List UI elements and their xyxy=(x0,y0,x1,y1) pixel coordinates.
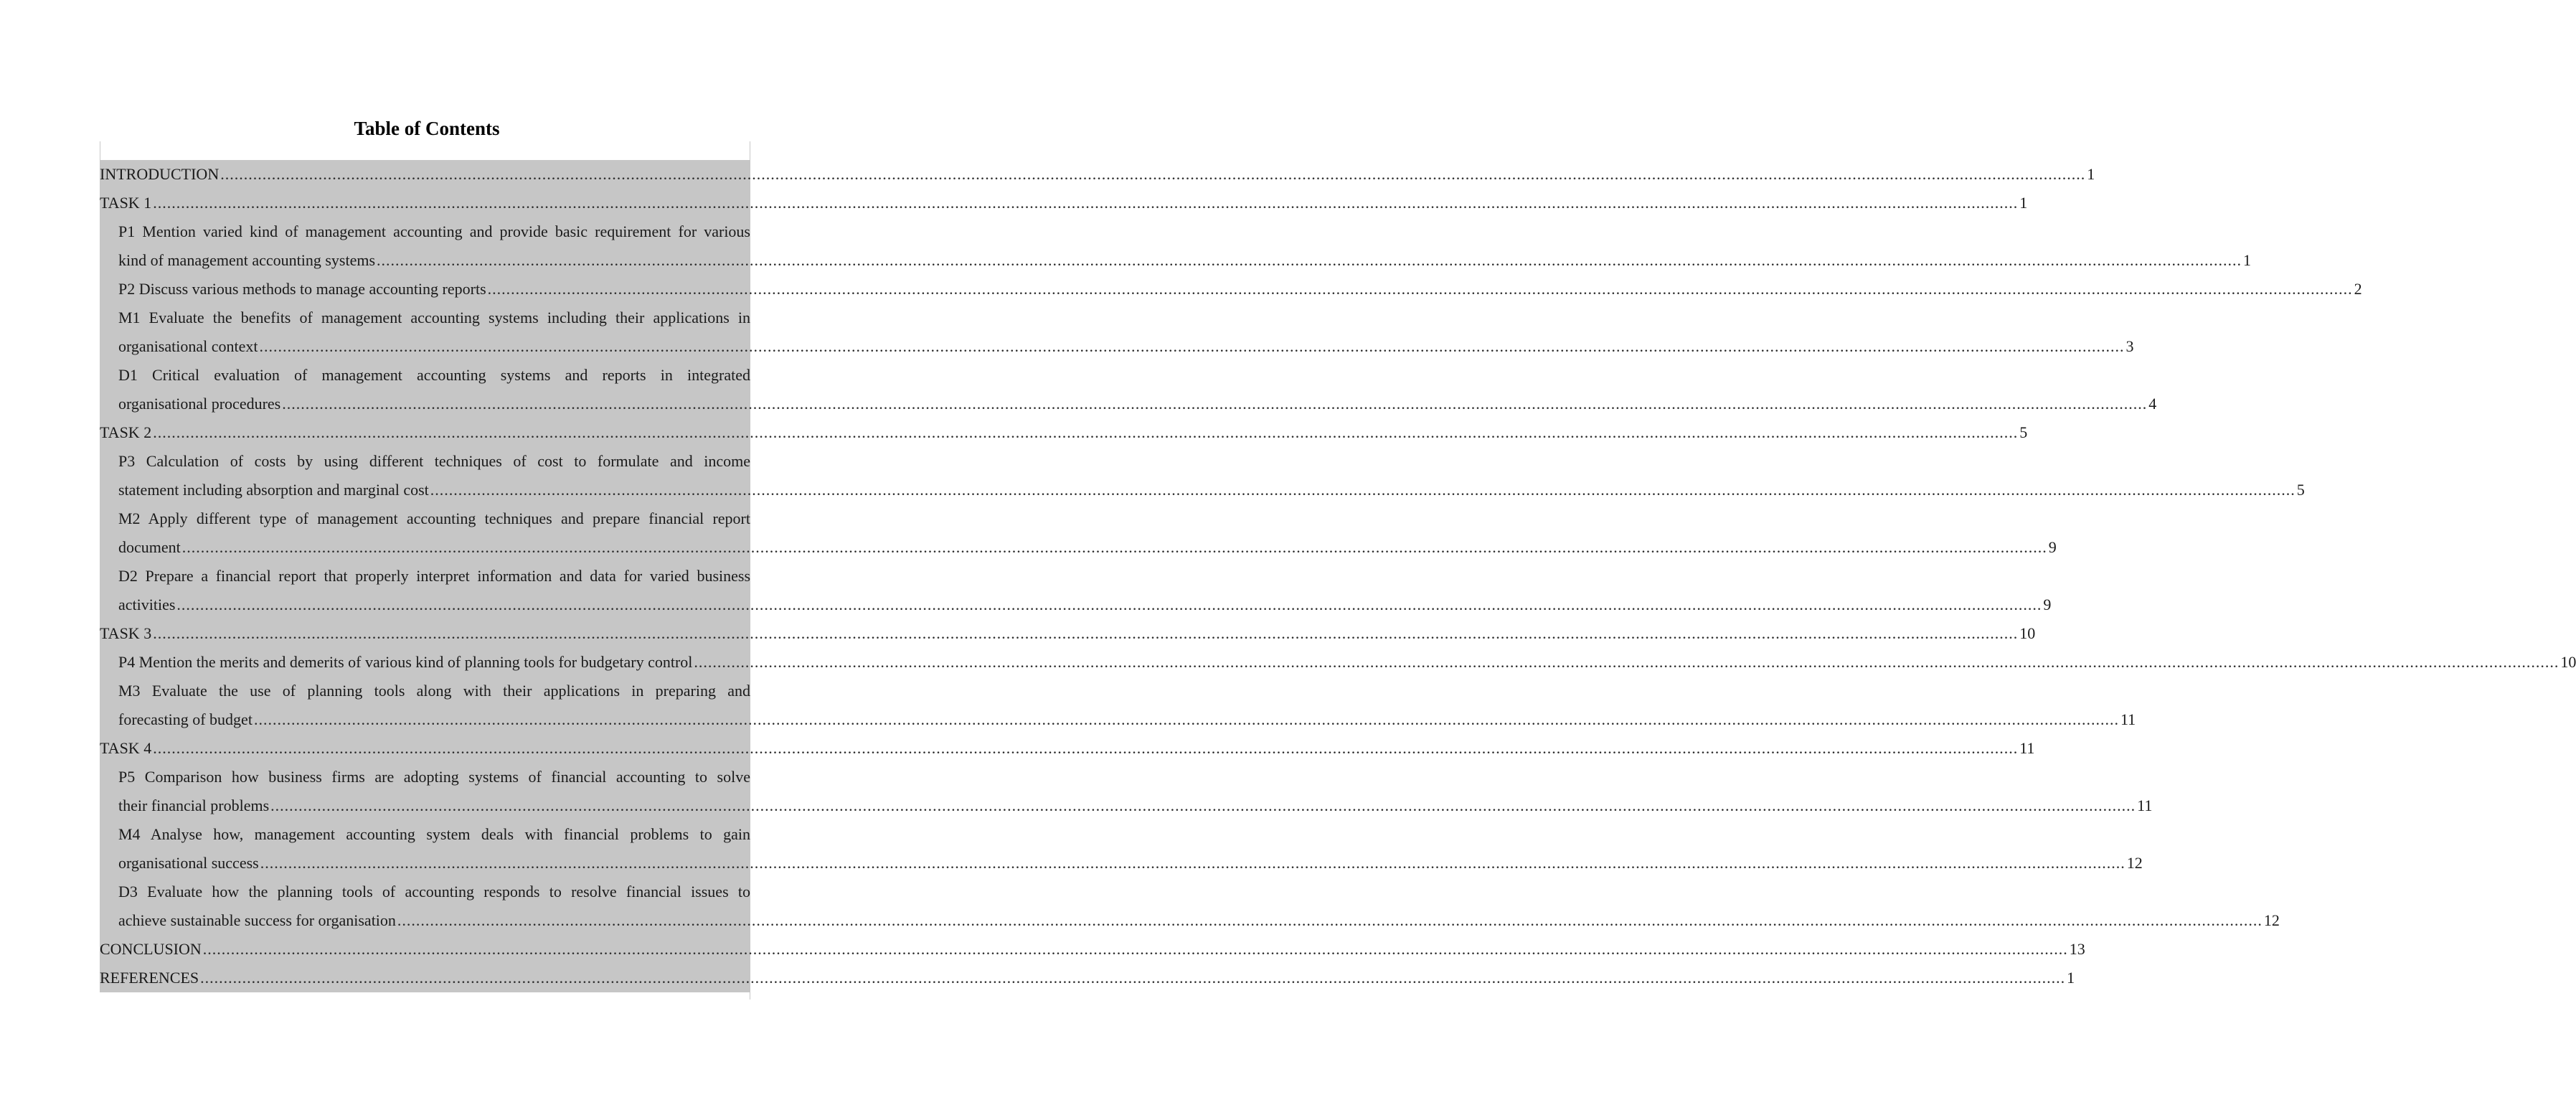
toc-entry[interactable] xyxy=(100,361,2157,418)
toc-entry-text: TASK 1 xyxy=(100,194,152,212)
dot-leader: ................................................................................................................................................................................................................................................................................................................................................................................................................ xyxy=(153,739,2019,757)
toc-entry-line xyxy=(100,418,2028,447)
table-of-contents xyxy=(100,160,2576,992)
toc-page-number: 4 xyxy=(2148,395,2157,413)
toc-entry[interactable] xyxy=(100,648,2576,677)
dot-leader: ................................................................................................................................................................................................................................................................................................................................................................................................................ xyxy=(487,280,2353,298)
toc-entry[interactable] xyxy=(100,160,2095,189)
toc-entry-text: TASK 3 xyxy=(100,624,152,642)
dot-leader: ................................................................................................................................................................................................................................................................................................................................................................................................................ xyxy=(153,624,2019,642)
dot-leader: ................................................................................................................................................................................................................................................................................................................................................................................................................ xyxy=(153,194,2019,212)
dot-leader: ................................................................................................................................................................................................................................................................................................................................................................................................................ xyxy=(430,481,2296,499)
toc-entry-line xyxy=(118,849,2143,878)
toc-entry-text: organisational success xyxy=(118,854,259,872)
dot-leader: ................................................................................................................................................................................................................................................................................................................................................................................................................ xyxy=(220,165,2086,183)
dot-leader: ................................................................................................................................................................................................................................................................................................................................................................................................................ xyxy=(377,251,2242,269)
toc-entry[interactable] xyxy=(100,964,2075,992)
toc-entry-line xyxy=(100,935,2085,964)
toc-page-number: 10 xyxy=(2560,653,2576,671)
page-title: Table of Contents xyxy=(354,118,500,139)
toc-entry-text-first-line: D2 Prepare a financial report that properly interpret information and data for varied business xyxy=(118,567,750,585)
toc-entry-text: P2 Discuss various methods to manage accounting reports xyxy=(118,280,486,298)
toc-page-number: 11 xyxy=(2120,710,2136,728)
toc-entry-text-first-line: P5 Comparison how business firms are adopting systems of financial accounting to solve xyxy=(118,768,750,786)
toc-entry[interactable] xyxy=(100,418,2028,447)
toc-entry[interactable] xyxy=(100,189,2028,217)
toc-entry[interactable] xyxy=(100,304,2134,361)
toc-entry-text-first-line: P3 Calculation of costs by using different techniques of cost to formulate and income xyxy=(118,452,750,470)
toc-entry[interactable] xyxy=(100,504,2057,562)
toc-page-number: 5 xyxy=(2019,423,2028,441)
toc-page-number: 12 xyxy=(2126,854,2143,872)
toc-entry[interactable] xyxy=(100,619,2036,648)
toc-entry-text: document xyxy=(118,538,181,556)
toc-entry-text: their financial problems xyxy=(118,796,270,814)
toc-page-number: 11 xyxy=(2019,739,2035,757)
toc-entry-line xyxy=(118,476,2305,504)
toc-entry-text: INTRODUCTION xyxy=(100,165,220,183)
toc-entry-text: TASK 2 xyxy=(100,423,152,441)
toc-entry-line xyxy=(118,275,2362,304)
toc-entry-line xyxy=(118,648,2576,677)
toc-entry-text-first-line: P1 Mention varied kind of management accounting and provide basic requirement for various xyxy=(118,222,750,240)
toc-entry-line xyxy=(118,332,2134,361)
toc-page-number: 1 xyxy=(2087,165,2095,183)
toc-entry-line xyxy=(118,390,2157,418)
toc-page-number: 9 xyxy=(2043,596,2052,613)
toc-entry-line xyxy=(100,734,2035,763)
toc-entry-text-first-line: D1 Critical evaluation of management accounting systems and reports in integrated xyxy=(118,366,750,384)
toc-entry-text-first-line: M2 Apply different type of management accounting techniques and prepare financial report xyxy=(118,509,750,527)
toc-page-number: 12 xyxy=(2263,911,2280,929)
dot-leader: ................................................................................................................................................................................................................................................................................................................................................................................................................ xyxy=(253,710,2119,728)
toc-entry-text: TASK 4 xyxy=(100,739,152,757)
dot-leader: ................................................................................................................................................................................................................................................................................................................................................................................................................ xyxy=(397,911,2263,929)
toc-page-number: 5 xyxy=(2296,481,2305,499)
dot-leader: ................................................................................................................................................................................................................................................................................................................................................................................................................ xyxy=(270,796,2136,814)
toc-entry[interactable] xyxy=(100,763,2153,820)
toc-page-number: 13 xyxy=(2069,940,2085,958)
toc-entry[interactable] xyxy=(100,820,2143,878)
toc-entry-text: activities xyxy=(118,596,176,613)
dot-leader: ................................................................................................................................................................................................................................................................................................................................................................................................................ xyxy=(282,395,2148,413)
toc-entry[interactable] xyxy=(100,447,2305,504)
dot-leader: ................................................................................................................................................................................................................................................................................................................................................................................................................ xyxy=(200,969,2066,987)
toc-entry-line xyxy=(100,964,2075,992)
dot-leader: ................................................................................................................................................................................................................................................................................................................................................................................................................ xyxy=(181,538,2047,556)
toc-entry[interactable] xyxy=(100,562,2052,619)
toc-entry-text: achieve sustainable success for organisation xyxy=(118,911,396,929)
dot-leader: ................................................................................................................................................................................................................................................................................................................................................................................................................ xyxy=(694,653,2560,671)
toc-entry-text: statement including absorption and marginal cost xyxy=(118,481,429,499)
toc-page-number: 1 xyxy=(2067,969,2075,987)
toc-entry-line xyxy=(118,246,2252,275)
toc-entry-line xyxy=(118,705,2136,734)
toc-entry-text: P4 Mention the merits and demerits of various kind of planning tools for budgetary control xyxy=(118,653,693,671)
toc-page-number: 9 xyxy=(2048,538,2057,556)
toc-entry-line xyxy=(100,189,2028,217)
dot-leader: ................................................................................................................................................................................................................................................................................................................................................................................................................ xyxy=(259,337,2125,355)
toc-entry-text: organisational context xyxy=(118,337,258,355)
toc-entry[interactable] xyxy=(100,275,2362,304)
toc-entry-line xyxy=(100,619,2036,648)
toc-page-number: 11 xyxy=(2137,796,2153,814)
dot-leader: ................................................................................................................................................................................................................................................................................................................................................................................................................ xyxy=(260,854,2126,872)
toc-entry-text: forecasting of budget xyxy=(118,710,253,728)
toc-entry-text: organisational procedures xyxy=(118,395,281,413)
toc-entry-line xyxy=(118,906,2280,935)
toc-entry[interactable] xyxy=(100,878,2280,935)
toc-page-number: 3 xyxy=(2126,337,2134,355)
toc-page-number: 1 xyxy=(2243,251,2252,269)
toc-entry[interactable] xyxy=(100,935,2085,964)
toc-entry[interactable] xyxy=(100,217,2252,275)
toc-entry[interactable] xyxy=(100,677,2136,734)
toc-entry-text-first-line: M4 Analyse how, management accounting system deals with financial problems to gain xyxy=(118,825,750,843)
toc-entry-text-first-line: M1 Evaluate the benefits of management accounting systems including their applications in xyxy=(118,309,750,326)
toc-entry-line xyxy=(100,160,2095,189)
toc-entry-line xyxy=(118,791,2153,820)
dot-leader: ................................................................................................................................................................................................................................................................................................................................................................................................................ xyxy=(153,423,2019,441)
toc-page-number: 1 xyxy=(2019,194,2028,212)
toc-entry-text: REFERENCES xyxy=(100,969,199,987)
dot-leader: ................................................................................................................................................................................................................................................................................................................................................................................................................ xyxy=(176,596,2042,613)
toc-entry[interactable] xyxy=(100,734,2035,763)
toc-page-number: 2 xyxy=(2354,280,2362,298)
toc-entry-text: kind of management accounting systems xyxy=(118,251,376,269)
dot-leader: ................................................................................................................................................................................................................................................................................................................................................................................................................ xyxy=(202,940,2068,958)
toc-entry-text: CONCLUSION xyxy=(100,940,202,958)
toc-page-number: 10 xyxy=(2019,624,2036,642)
toc-entry-line xyxy=(118,533,2057,562)
toc-entry-text-first-line: M3 Evaluate the use of planning tools along with their applications in preparing and xyxy=(118,682,750,700)
toc-entry-text-first-line: D3 Evaluate how the planning tools of accounting responds to resolve financial issues to xyxy=(118,883,750,901)
toc-entry-line xyxy=(118,591,2052,619)
